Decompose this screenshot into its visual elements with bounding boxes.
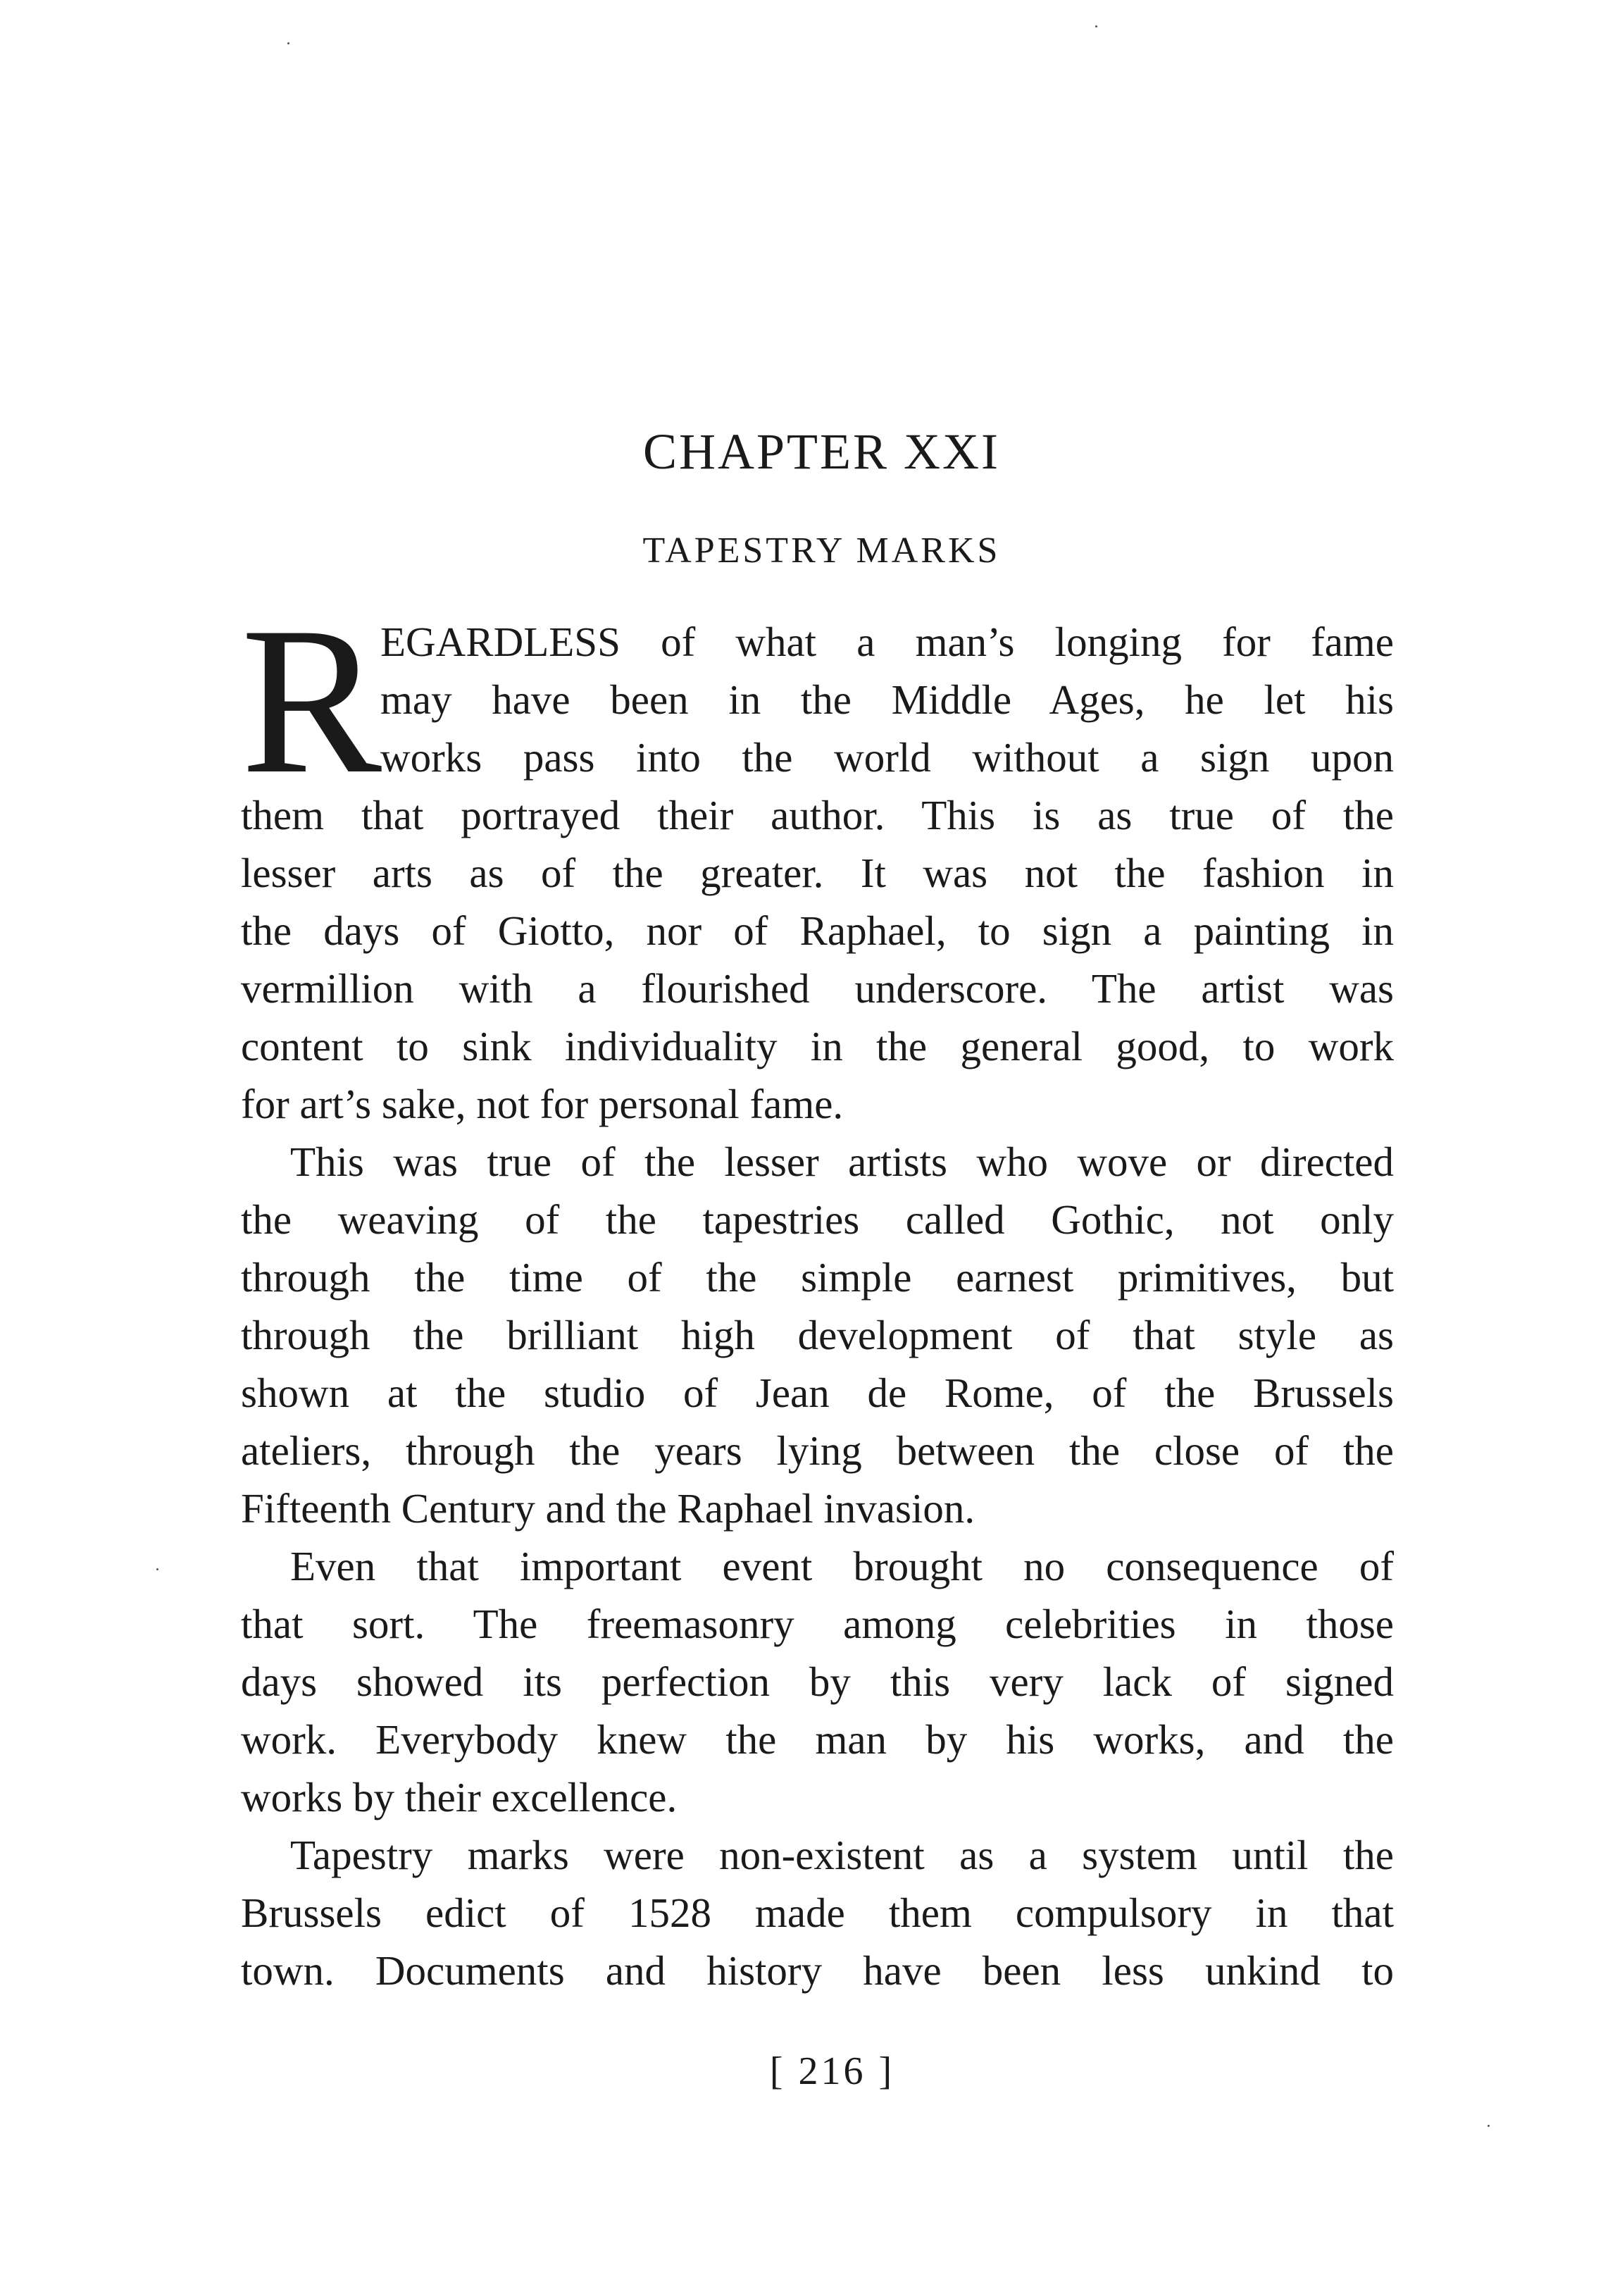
- chapter-heading: CHAPTER XXI: [642, 423, 1000, 480]
- text-line: town. Documents and history have been less unkind to: [241, 1947, 1394, 1994]
- text-line: shown at the studio of Jean de Rome, of the Brussels: [241, 1370, 1394, 1416]
- drop-cap-initial: R: [241, 583, 382, 817]
- text-line: that sort. The freemasonry among celebrities in those: [241, 1601, 1394, 1647]
- text-line: content to sink individuality in the general good, to work: [241, 1023, 1394, 1069]
- text-line: days showed its perfection by this very lack of signed: [241, 1658, 1394, 1705]
- text-line: Even that important event brought no consequence of: [290, 1543, 1394, 1589]
- body-text: [241, 583, 1394, 1999]
- text-line: through the brilliant high development of that style as: [241, 1312, 1394, 1358]
- paper-speck: [1488, 2125, 1490, 2127]
- text-line: Fifteenth Century and the Raphael invasion.: [241, 1485, 975, 1532]
- text-line: ateliers, through the years lying between the close of the: [241, 1427, 1394, 1474]
- text-line: for art’s sake, not for personal fame.: [241, 1081, 844, 1127]
- text-line: This was true of the lesser artists who wove or directed: [290, 1138, 1394, 1185]
- text-line: Tapestry marks were non-existent as a system until the: [290, 1832, 1394, 1878]
- paragraph-1: [241, 786, 1394, 1133]
- text-line: lesser arts as of the greater. It was not the fashion in: [241, 850, 1394, 896]
- paragraph-3: [241, 1537, 1394, 1826]
- paper-speck: [156, 1568, 158, 1570]
- text-line: works by their excellence.: [241, 1774, 678, 1820]
- paper-speck: [287, 42, 289, 44]
- text-line: them that portrayed their author. This is as true of the: [241, 792, 1394, 838]
- text-line: EGARDLESS of what a man’s longing for fame: [380, 619, 1394, 665]
- text-line: the weaving of the tapestries called Gothic, not only: [241, 1196, 1394, 1243]
- text-line: works pass into the world without a sign upon: [380, 734, 1394, 781]
- text-line: vermillion with a flourished underscore. The artist was: [241, 965, 1394, 1012]
- drop-cap-lines: [380, 613, 1394, 786]
- text-line: work. Everybody knew the man by his works, and the: [241, 1716, 1394, 1763]
- chapter-subtitle: TAPESTRY MARKS: [642, 530, 1001, 571]
- text-line: Brussels edict of 1528 made them compulsory in that: [241, 1889, 1394, 1936]
- text-line: the days of Giotto, nor of Raphael, to sign a painting in: [241, 907, 1394, 954]
- paragraph-2: [241, 1133, 1394, 1537]
- paragraph-4: [241, 1826, 1394, 1999]
- text-line: through the time of the simple earnest primitives, but: [241, 1254, 1394, 1301]
- text-line: may have been in the Middle Ages, he let his: [380, 676, 1394, 723]
- paper-speck: [1095, 25, 1097, 27]
- page-number: [ 216 ]: [769, 2049, 895, 2093]
